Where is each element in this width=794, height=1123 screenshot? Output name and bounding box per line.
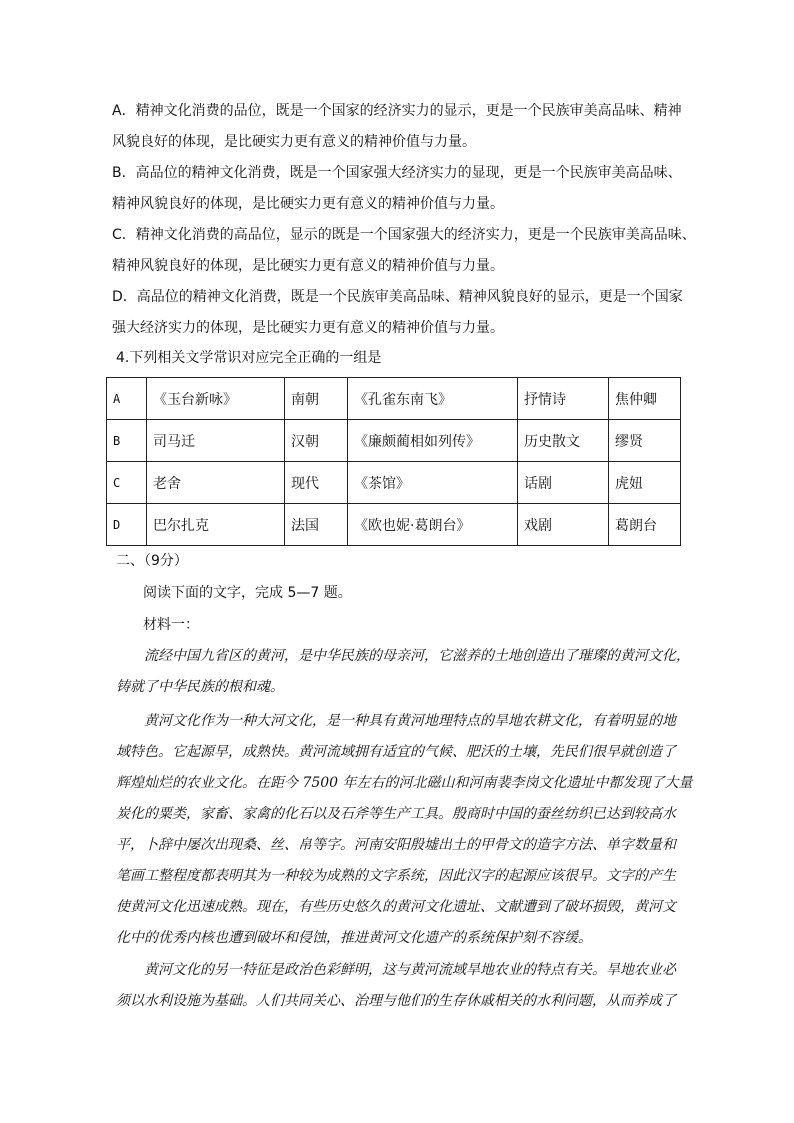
material-paragraph-3 [116, 955, 682, 1017]
material-paragraph-1 [116, 641, 690, 703]
material-p2-line: 辉煌灿烂的农业文化。在距今 7500 年左右的河北磁山和河南裴李岗文化遗址中都发现了大量 [116, 775, 693, 791]
section-2-heading: 二、（9分） [116, 553, 188, 569]
table-cell: 司马迁 [147, 420, 285, 462]
option-b [112, 158, 682, 220]
option-a-line-2: 风貌良好的体现，是比硬实力更有意义的精神价值与力量。 [112, 134, 476, 150]
table-cell: 历史散文 [518, 420, 609, 462]
table-cell: D [107, 504, 147, 546]
table-cell: A [107, 378, 147, 420]
table-cell: 现代 [285, 462, 348, 504]
table-cell: 抒情诗 [518, 378, 609, 420]
option-a-line-1: A．精神文化消费的品位，既是一个国家的经济实力的显示，更是一个民族审美高品味、精神 [112, 103, 682, 119]
option-b-line-2: 精神风貌良好的体现，是比硬实力更有意义的精神价值与力量。 [112, 196, 504, 212]
option-c-line-2: 精神风貌良好的体现，是比硬实力更有意义的精神价值与力量。 [112, 258, 504, 274]
material-p2-line: 化中的优秀内核也遭到破坏和侵蚀，推进黄河文化遗产的系统保护刻不容缓。 [116, 930, 592, 946]
material-p2-line: 黄河文化作为一种大河文化，是一种具有黄河地理特点的旱地农耕文化，有着明显的地 [144, 713, 676, 729]
material-paragraph-2 [116, 706, 693, 954]
section-2-instruction: 阅读下面的文字，完成 5—7 题。 [143, 585, 352, 601]
material-p1-line: 铸就了中华民族的根和魂。 [116, 679, 284, 695]
table-cell: 戏剧 [518, 504, 609, 546]
material-p1-line: 流经中国九省区的黄河，是中华民族的母亲河，它滋养的土地创造出了璀璨的黄河文化， [144, 648, 690, 664]
material-p3-line: 须以水利设施为基础。人们共同关心、治理与他们的生存休戚相关的水利问题，从而养成了 [116, 993, 676, 1009]
material-p3-line: 黄河文化的另一特征是政治色彩鲜明，这与黄河流域旱地农业的特点有关。旱地农业必 [144, 962, 676, 978]
option-c-line-1: C．精神文化消费的高品位，显示的既是一个国家强大的经济实力，更是一个民族审美高品味、 [112, 227, 696, 243]
literature-table [106, 377, 681, 546]
table-cell: 缪贤 [609, 420, 681, 462]
table-cell: 《孔雀东南飞》 [348, 378, 518, 420]
option-d-line-2: 强大经济实力的体现，是比硬实力更有意义的精神价值与力量。 [112, 320, 504, 336]
material-p2-line: 炭化的粟类，家畜、家禽的化石以及石斧等生产工具。殷商时中国的蚕丝纺织已达到较高水 [116, 806, 676, 822]
table-cell: 汉朝 [285, 420, 348, 462]
material-p2-line: 域特色。它起源早，成熟快。黄河流域拥有适宜的气候、肥沃的土壤，先民们很早就创造了 [116, 744, 676, 760]
table-cell: 老舍 [147, 462, 285, 504]
table-row [107, 378, 681, 420]
option-b-line-1: B．高品位的精神文化消费，既是一个国家强大经济实力的显现，更是一个民族审美高品味、 [112, 165, 682, 181]
material-p2-line: 使黄河文化迅速成熟。现在，有些历史悠久的黄河文化遗址、文献遭到了破坏损毁，黄河文 [116, 899, 676, 915]
option-d [112, 282, 682, 344]
table-cell: 虎妞 [609, 462, 681, 504]
table-cell: 葛朗台 [609, 504, 681, 546]
material-p2-line: 笔画工整程度都表明其为一种较为成熟的文字系统，因此汉字的起源应该很早。文字的产生 [116, 868, 676, 884]
table-row [107, 462, 681, 504]
table-cell: 巴尔扎克 [147, 504, 285, 546]
table-row [107, 420, 681, 462]
option-c [112, 220, 696, 282]
material-label: 材料一： [143, 617, 199, 633]
table-cell: 《茶馆》 [348, 462, 518, 504]
material-p2-line: 平，卜辞中屡次出现桑、丝、帛等字。河南安阳殷墟出土的甲骨文的造字方法、单字数量和 [116, 837, 676, 853]
table-cell: 南朝 [285, 378, 348, 420]
table-cell: 《玉台新咏》 [147, 378, 285, 420]
table-cell: 焦仲卿 [609, 378, 681, 420]
table-row [107, 504, 681, 546]
option-d-line-1: D．高品位的精神文化消费，既是一个民族审美高品味、精神风貌良好的显示，更是一个国家 [112, 289, 683, 305]
table-cell: 《廉颇蔺相如列传》 [348, 420, 518, 462]
table-cell: 话剧 [518, 462, 609, 504]
table-cell: B [107, 420, 147, 462]
question-4-prompt: 4.下列相关文学常识对应完全正确的一组是 [116, 350, 382, 366]
table-cell: 法国 [285, 504, 348, 546]
table-cell: C [107, 462, 147, 504]
table-cell: 《欧也妮·葛朗台》 [348, 504, 518, 546]
option-a [112, 96, 682, 158]
